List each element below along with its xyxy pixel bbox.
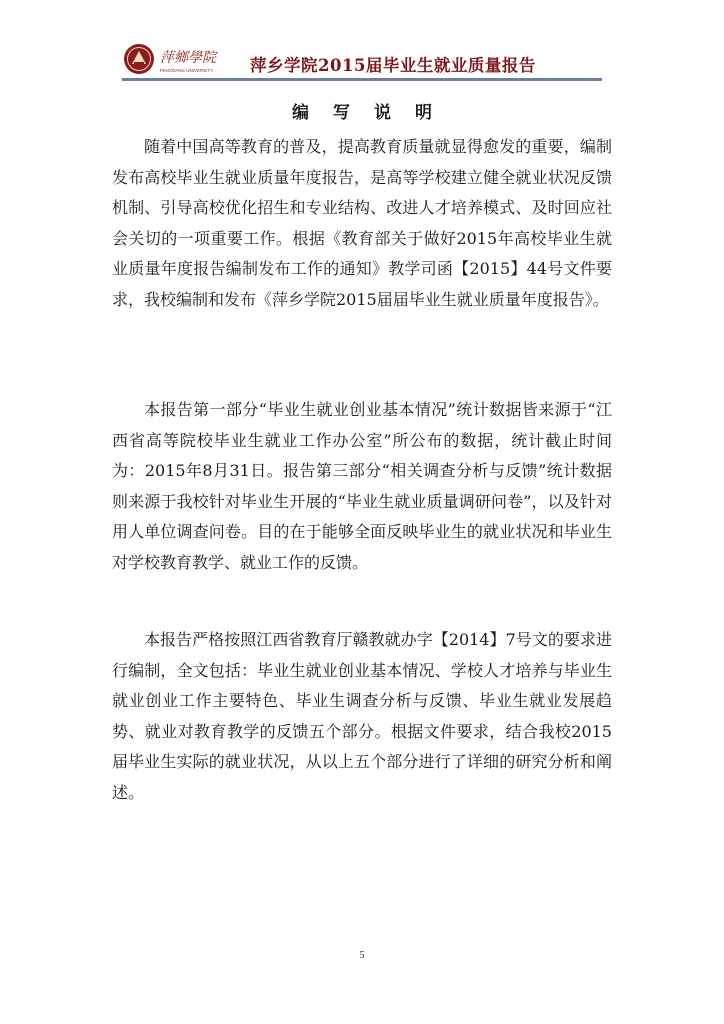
logo-subtext: PINGXIANG UNIVERSITY bbox=[160, 68, 214, 73]
document-title: 编写说明 bbox=[292, 103, 456, 123]
paragraph-3: 本报告严格按照江西省教育厅赣教就办字【2014】7号文的要求进行编制，全文包括：毕业生就业创业基本情况、学校人才培养与毕业生就业创业工作主要特色、毕业生调查分析与反馈、毕业生就业发展趋势、就业对教育教学的反馈五个部分。根据文件要求，结合我校2015届毕业生实际的就业状况，从以上五个部分进行了详细的研究分析和阐述。 bbox=[112, 630, 612, 802]
logo-text: 萍鄉學院 bbox=[160, 50, 216, 66]
page-number: 5 bbox=[359, 950, 365, 961]
paragraph-2: 本报告第一部分“毕业生就业创业基本情况”统计数据皆来源于“江西省高等院校毕业生就业工作办公室”所公布的数据，统计截止时间为：2015年8月31日。报告第三部分“相关调查分析与反馈”统计数据则来源于我校针对毕业生开展的“毕业生就业质量调研问卷”，以及针对用人单位调查问卷。目的在于能够全面反映毕业生的就业状况和毕业生对学校教育教学、就业工作的反馈。 bbox=[112, 400, 612, 572]
university-logo bbox=[122, 42, 240, 76]
paragraph-1: 随着中国高等教育的普及，提高教育质量就显得愈发的重要，编制发布高校毕业生就业质量年度报告，是高等学校建立健全就业状况反馈机制、引导高校优化招生和专业结构、改进人才培养模式、及时回应社会关切的一项重要工作。根据《教育部关于做好2015年高校毕业生就业质量年度报告编制发布工作的通知》教学司函【2015】44号文件要求，我校编制和发布《萍乡学院2015届届毕业生就业质量年度报告》。 bbox=[112, 137, 612, 309]
header-divider bbox=[122, 78, 602, 81]
page-header bbox=[122, 40, 602, 80]
header-title: 萍乡学院2015届毕业生就业质量报告 bbox=[250, 56, 536, 75]
